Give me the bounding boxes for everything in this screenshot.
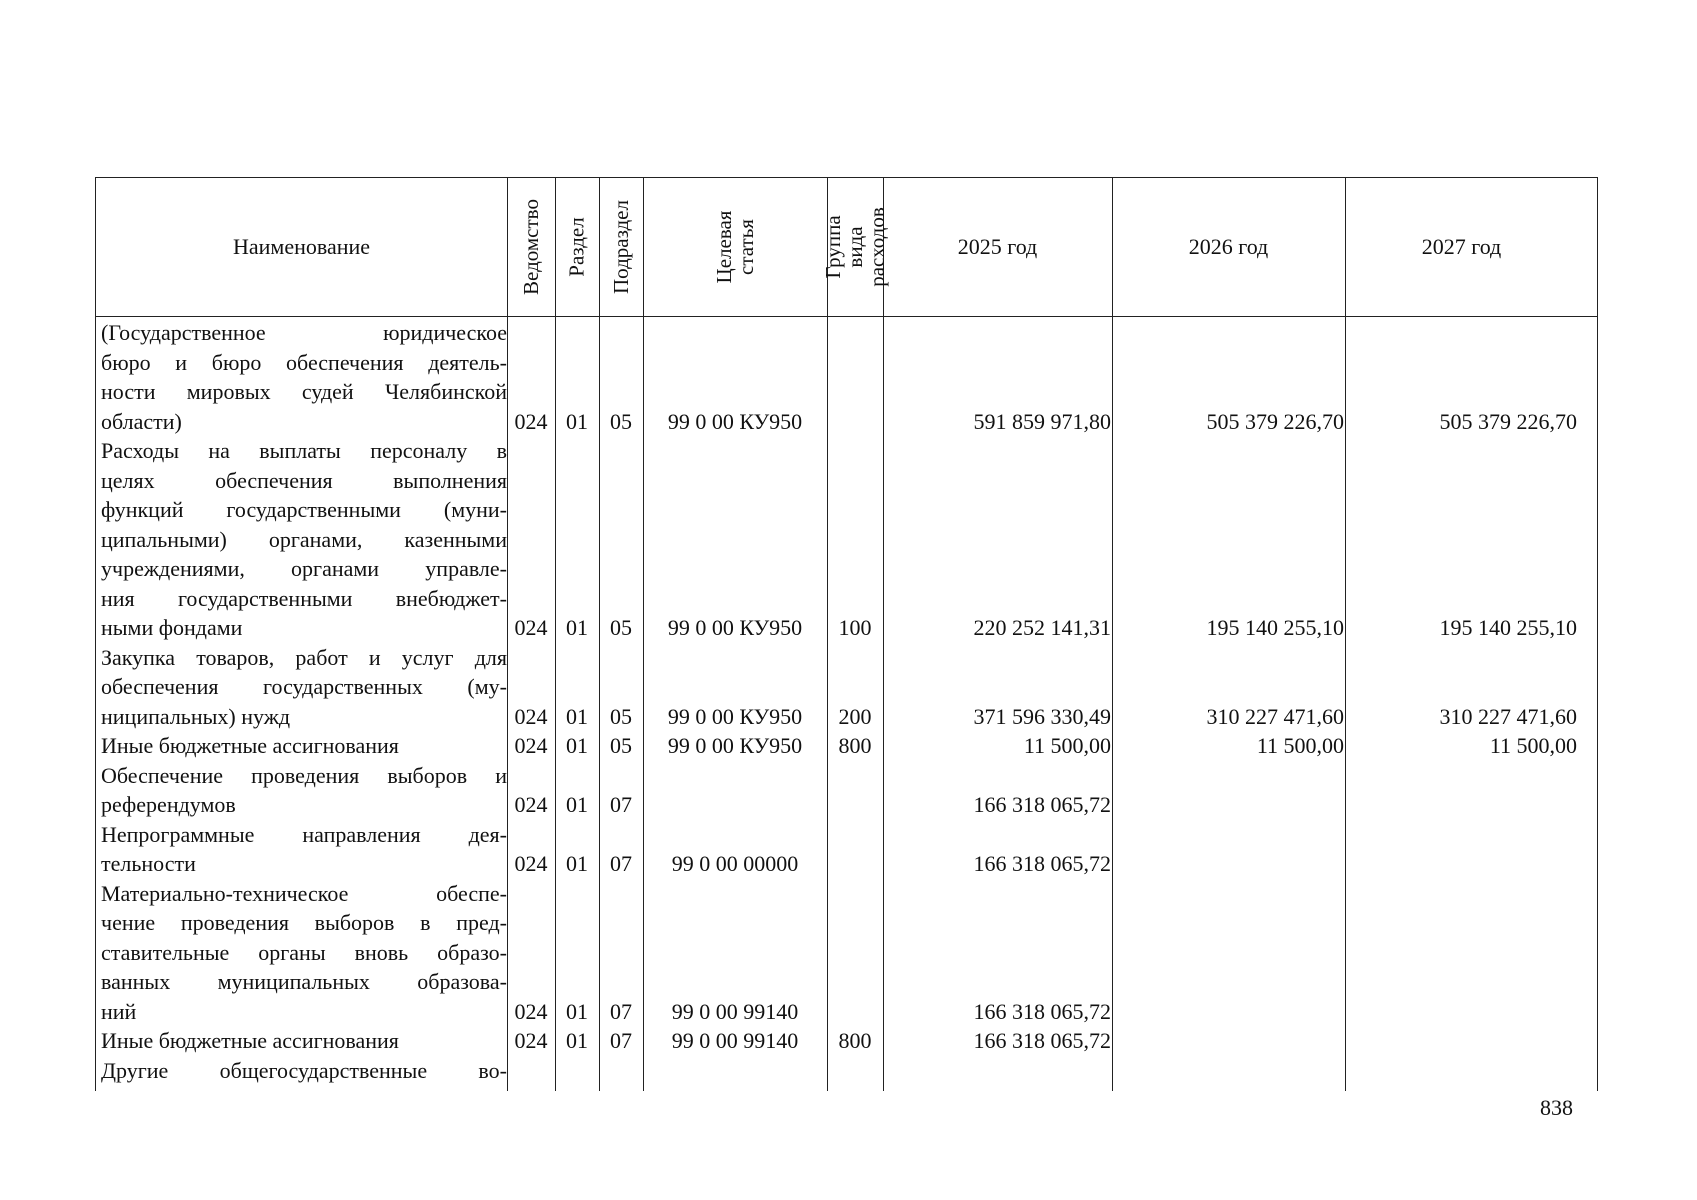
row-razdel: 01	[566, 998, 588, 1024]
table-row	[96, 879, 1597, 1027]
row-name-line: ниципальных) нужд	[101, 703, 291, 729]
row-name	[101, 1026, 507, 1056]
budget-table	[95, 177, 1598, 1091]
row-gruppa: 100	[838, 615, 872, 640]
row-razdel: 01	[566, 408, 588, 434]
row-gruppa: 800	[838, 1028, 872, 1053]
row-name-line: Иные бюджетные ассигнования	[101, 733, 399, 758]
row-name-line: чение проведения выборов в пред-	[101, 910, 507, 935]
row-name	[101, 820, 507, 879]
row-name	[101, 318, 507, 436]
row-name-line: ванных муниципальных образова-	[101, 969, 507, 994]
row-name-line: учреждениями, органами управле-	[101, 556, 507, 581]
row-name	[101, 1056, 507, 1086]
row-name	[101, 643, 507, 732]
row-podrazdel: 05	[610, 703, 632, 729]
row-celevaya: 99 0 00 КУ950	[667, 615, 803, 640]
header-podrazdel-label: Подраздел	[609, 200, 633, 294]
row-name	[101, 879, 507, 1027]
row-vedomstvo: 024	[514, 408, 548, 434]
header-2027: 2027 год	[1421, 234, 1502, 259]
header-divider	[96, 316, 1597, 317]
row-name-line: референдумов	[101, 792, 236, 817]
row-value-2025: 166 318 065,72	[973, 1028, 1111, 1053]
row-celevaya: 99 0 00 00000	[671, 851, 799, 876]
row-value-2025: 11 500,00	[1023, 733, 1111, 758]
header-name: Наименование	[232, 234, 371, 259]
header-gruppa	[821, 178, 889, 316]
row-celevaya: 99 0 00 КУ950	[667, 733, 803, 758]
row-razdel: 01	[566, 1028, 588, 1053]
row-name-line: функций государственными (муни-	[101, 497, 507, 522]
row-name	[101, 436, 507, 643]
row-name-line: целях обеспечения выполнения	[101, 467, 507, 493]
header-gruppa-label: Группа вида расходов	[821, 207, 889, 287]
row-name-line: обеспечения государственных (му-	[101, 674, 507, 699]
row-vedomstvo: 024	[514, 615, 548, 640]
table-row	[96, 436, 1597, 643]
row-razdel: 01	[566, 792, 588, 817]
row-vedomstvo: 024	[514, 851, 548, 876]
row-name-line: Закупка товаров, работ и услуг для	[101, 644, 507, 670]
row-name-line: ния государственными внебюджет-	[101, 585, 507, 611]
row-name-line: бюро и бюро обеспечения деятель-	[101, 349, 507, 375]
table-row	[96, 318, 1597, 436]
header-vedomstvo-label: Ведомство	[519, 199, 543, 295]
header-2025: 2025 год	[957, 234, 1038, 259]
row-podrazdel: 05	[610, 733, 632, 758]
row-name-line: Другие общегосударственные во-	[101, 1057, 507, 1083]
row-value-2027: 505 379 226,70	[1439, 408, 1577, 434]
row-name-line: Иные бюджетные ассигнования	[101, 1028, 399, 1053]
row-razdel: 01	[566, 733, 588, 758]
row-value-2026: 195 140 255,10	[1206, 615, 1344, 640]
row-celevaya: 99 0 00 КУ950	[667, 408, 803, 434]
row-celevaya: 99 0 00 КУ950	[667, 703, 803, 729]
row-gruppa: 800	[838, 733, 872, 758]
row-value-2025: 166 318 065,72	[973, 998, 1111, 1024]
row-podrazdel: 07	[610, 792, 632, 817]
row-name-line: области)	[101, 408, 182, 434]
row-name-line: тельности	[101, 851, 196, 876]
row-name-line: Непрограммные направления дея-	[101, 821, 507, 847]
header-razdel	[555, 178, 599, 316]
row-name-line: ными фондами	[101, 615, 243, 640]
row-podrazdel: 07	[610, 1028, 632, 1053]
table-row	[96, 1056, 1597, 1086]
row-value-2027: 195 140 255,10	[1439, 615, 1577, 640]
row-value-2026: 310 227 471,60	[1206, 703, 1344, 729]
page-number: 838	[1540, 1095, 1573, 1120]
row-name-line: Материально-техническое обеспе-	[101, 880, 507, 906]
row-razdel: 01	[566, 851, 588, 876]
header-vedomstvo	[507, 178, 555, 316]
table-row	[96, 643, 1597, 732]
row-celevaya: 99 0 00 99140	[671, 998, 799, 1024]
row-value-2025: 166 318 065,72	[973, 851, 1111, 876]
row-value-2025: 371 596 330,49	[973, 703, 1111, 729]
table-row	[96, 1026, 1597, 1056]
row-name-line: (Государственное юридическое	[101, 320, 507, 345]
row-vedomstvo: 024	[514, 1028, 548, 1053]
row-razdel: 01	[566, 615, 588, 640]
header-razdel-label: Раздел	[565, 217, 589, 277]
header-podrazdel	[599, 178, 643, 316]
row-vedomstvo: 024	[514, 792, 548, 817]
row-vedomstvo: 024	[514, 998, 548, 1024]
row-name-line: ципальными) органами, казенными	[101, 526, 507, 552]
row-name-line: ставительные органы вновь образо-	[101, 939, 507, 965]
row-name-line: Обеспечение проведения выборов и	[101, 762, 507, 788]
row-podrazdel: 07	[610, 851, 632, 876]
header-celevaya	[643, 178, 827, 316]
row-value-2027: 11 500,00	[1489, 733, 1577, 758]
header-celevaya-label: Целевая статья	[712, 210, 758, 284]
row-value-2025: 591 859 971,80	[973, 408, 1111, 434]
header-2026: 2026 год	[1188, 234, 1269, 259]
row-podrazdel: 07	[610, 998, 632, 1024]
row-razdel: 01	[566, 703, 588, 729]
row-vedomstvo: 024	[514, 733, 548, 758]
table-row	[96, 761, 1597, 820]
row-value-2027: 310 227 471,60	[1439, 703, 1577, 729]
row-value-2026: 11 500,00	[1256, 733, 1344, 758]
row-name-line: ний	[101, 998, 137, 1024]
table-row	[96, 731, 1597, 761]
row-gruppa: 200	[838, 703, 872, 729]
row-name	[101, 761, 507, 820]
row-name-line: ности мировых судей Челябинской	[101, 379, 507, 404]
row-name	[101, 731, 507, 761]
row-value-2025: 166 318 065,72	[973, 792, 1111, 817]
row-podrazdel: 05	[610, 408, 632, 434]
row-celevaya: 99 0 00 99140	[671, 1028, 799, 1053]
table-row	[96, 820, 1597, 879]
row-value-2026: 505 379 226,70	[1206, 408, 1344, 434]
row-vedomstvo: 024	[514, 703, 548, 729]
row-name-line: Расходы на выплаты персоналу в	[101, 438, 507, 463]
row-podrazdel: 05	[610, 615, 632, 640]
row-value-2025: 220 252 141,31	[973, 615, 1111, 640]
